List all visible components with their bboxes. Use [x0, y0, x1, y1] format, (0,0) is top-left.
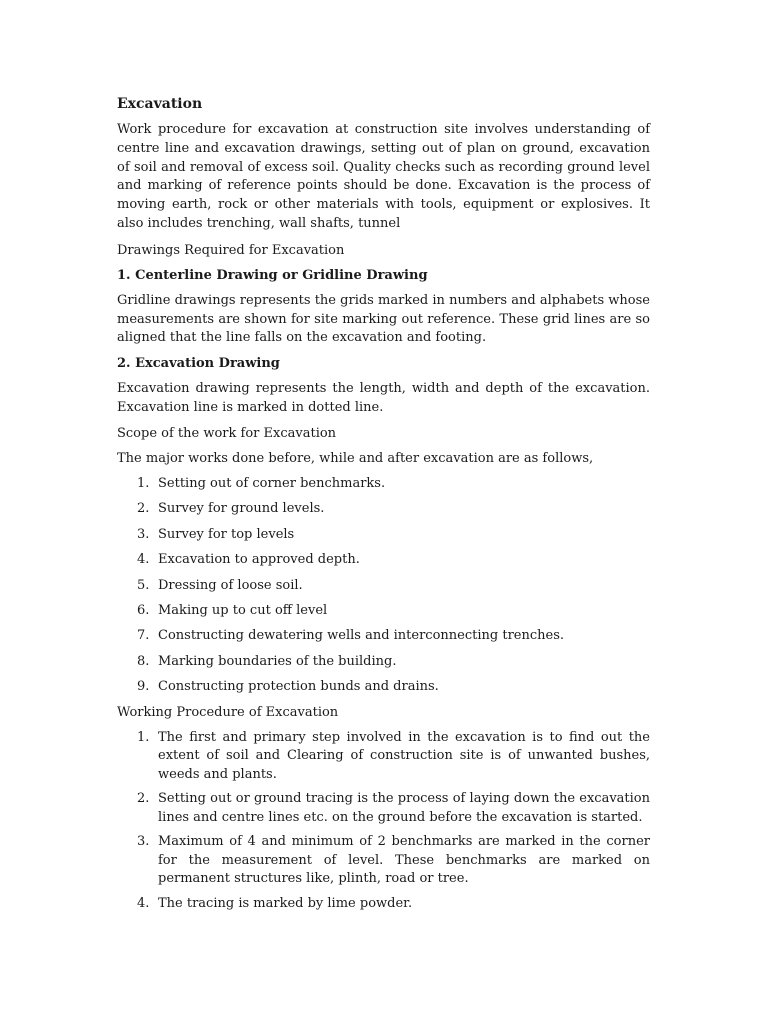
list-text: Survey for ground levels.: [158, 501, 325, 517]
list-text: Making up to cut off level: [158, 602, 328, 618]
list-item: [117, 577, 650, 595]
list-text: Maximum of 4 and minimum of 2 benchmarks are marked in the corner for the measurement of level. These benchmarks are marked on permanent structures like, plinth, road or tree.: [158, 834, 650, 887]
list-text: The first and primary step involved in the excavation is to find out the extent of soil and Clearing of construction site is of unwanted bushes, weeds and plants.: [158, 729, 650, 782]
page-title: Excavation: [117, 96, 203, 112]
list-number: 2.: [137, 791, 150, 807]
list-text: Constructing protection bunds and drains.: [158, 679, 439, 695]
list-number: 5.: [137, 577, 150, 593]
list-text: Marking boundaries of the building.: [158, 653, 397, 669]
list-item: [117, 653, 650, 671]
procedure-label: Working Procedure of Excavation: [117, 704, 339, 720]
list-number: 4.: [137, 895, 150, 911]
list-item: [117, 551, 650, 569]
list-number: 3.: [137, 526, 150, 542]
centerline-paragraph: Gridline drawings represents the grids marked in numbers and alphabets whose measurements are shown for site marking out reference. These grid lines are so aligned that the line falls on the excavation and footing.: [117, 292, 650, 346]
list-item: [117, 602, 650, 620]
list-text: Dressing of loose soil.: [158, 577, 303, 593]
list-item: [117, 678, 650, 696]
list-number: 2.: [137, 501, 150, 517]
list-text: Setting out of corner benchmarks.: [158, 475, 386, 491]
scope-intro: The major works done before, while and after excavation are as follows,: [117, 450, 594, 466]
scope-list: [117, 475, 650, 697]
excavation-drawing-paragraph: Excavation drawing represents the length, width and depth of the excavation. Excavation line is marked in dotted line.: [117, 381, 650, 415]
list-number: 1.: [137, 729, 150, 745]
list-number: 9.: [137, 679, 150, 695]
scope-label: Scope of the work for Excavation: [117, 425, 337, 441]
list-item: [117, 475, 650, 493]
list-item: [117, 729, 650, 785]
list-text: Excavation to approved depth.: [158, 552, 360, 568]
list-item: [117, 627, 650, 645]
list-number: 1.: [137, 475, 150, 491]
excavation-drawing-heading: 2. Excavation Drawing: [117, 356, 280, 372]
drawings-label: Drawings Required for Excavation: [117, 242, 345, 258]
list-item: [117, 833, 650, 889]
list-text: The tracing is marked by lime powder.: [158, 895, 413, 911]
list-text: Setting out or ground tracing is the process of laying down the excavation lines and centre lines etc. on the ground before the excavation is started.: [158, 791, 650, 825]
list-number: 4.: [137, 552, 150, 568]
list-item: [117, 526, 650, 544]
list-number: 7.: [137, 628, 150, 644]
list-number: 6.: [137, 602, 150, 618]
procedure-list: [117, 729, 650, 914]
list-item: [117, 500, 650, 518]
intro-paragraph: Work procedure for excavation at construction site involves understanding of centre line and excavation drawings, setting out of plan on ground, excavation of soil and removal of excess soil. Quality checks such as recording ground level and marking of reference points should be done. Excavation is the process of moving earth, rock or other materials with tools, equipment or explosives. It also includes trenching, wall shafts, tunnel: [117, 122, 650, 231]
list-text: Survey for top levels: [158, 526, 295, 542]
list-number: 8.: [137, 653, 150, 669]
list-number: 3.: [137, 834, 150, 850]
list-item: [117, 790, 650, 827]
list-text: Constructing dewatering wells and interconnecting trenches.: [158, 628, 564, 644]
centerline-heading: 1. Centerline Drawing or Gridline Drawing: [117, 267, 428, 283]
list-item: [117, 895, 650, 914]
